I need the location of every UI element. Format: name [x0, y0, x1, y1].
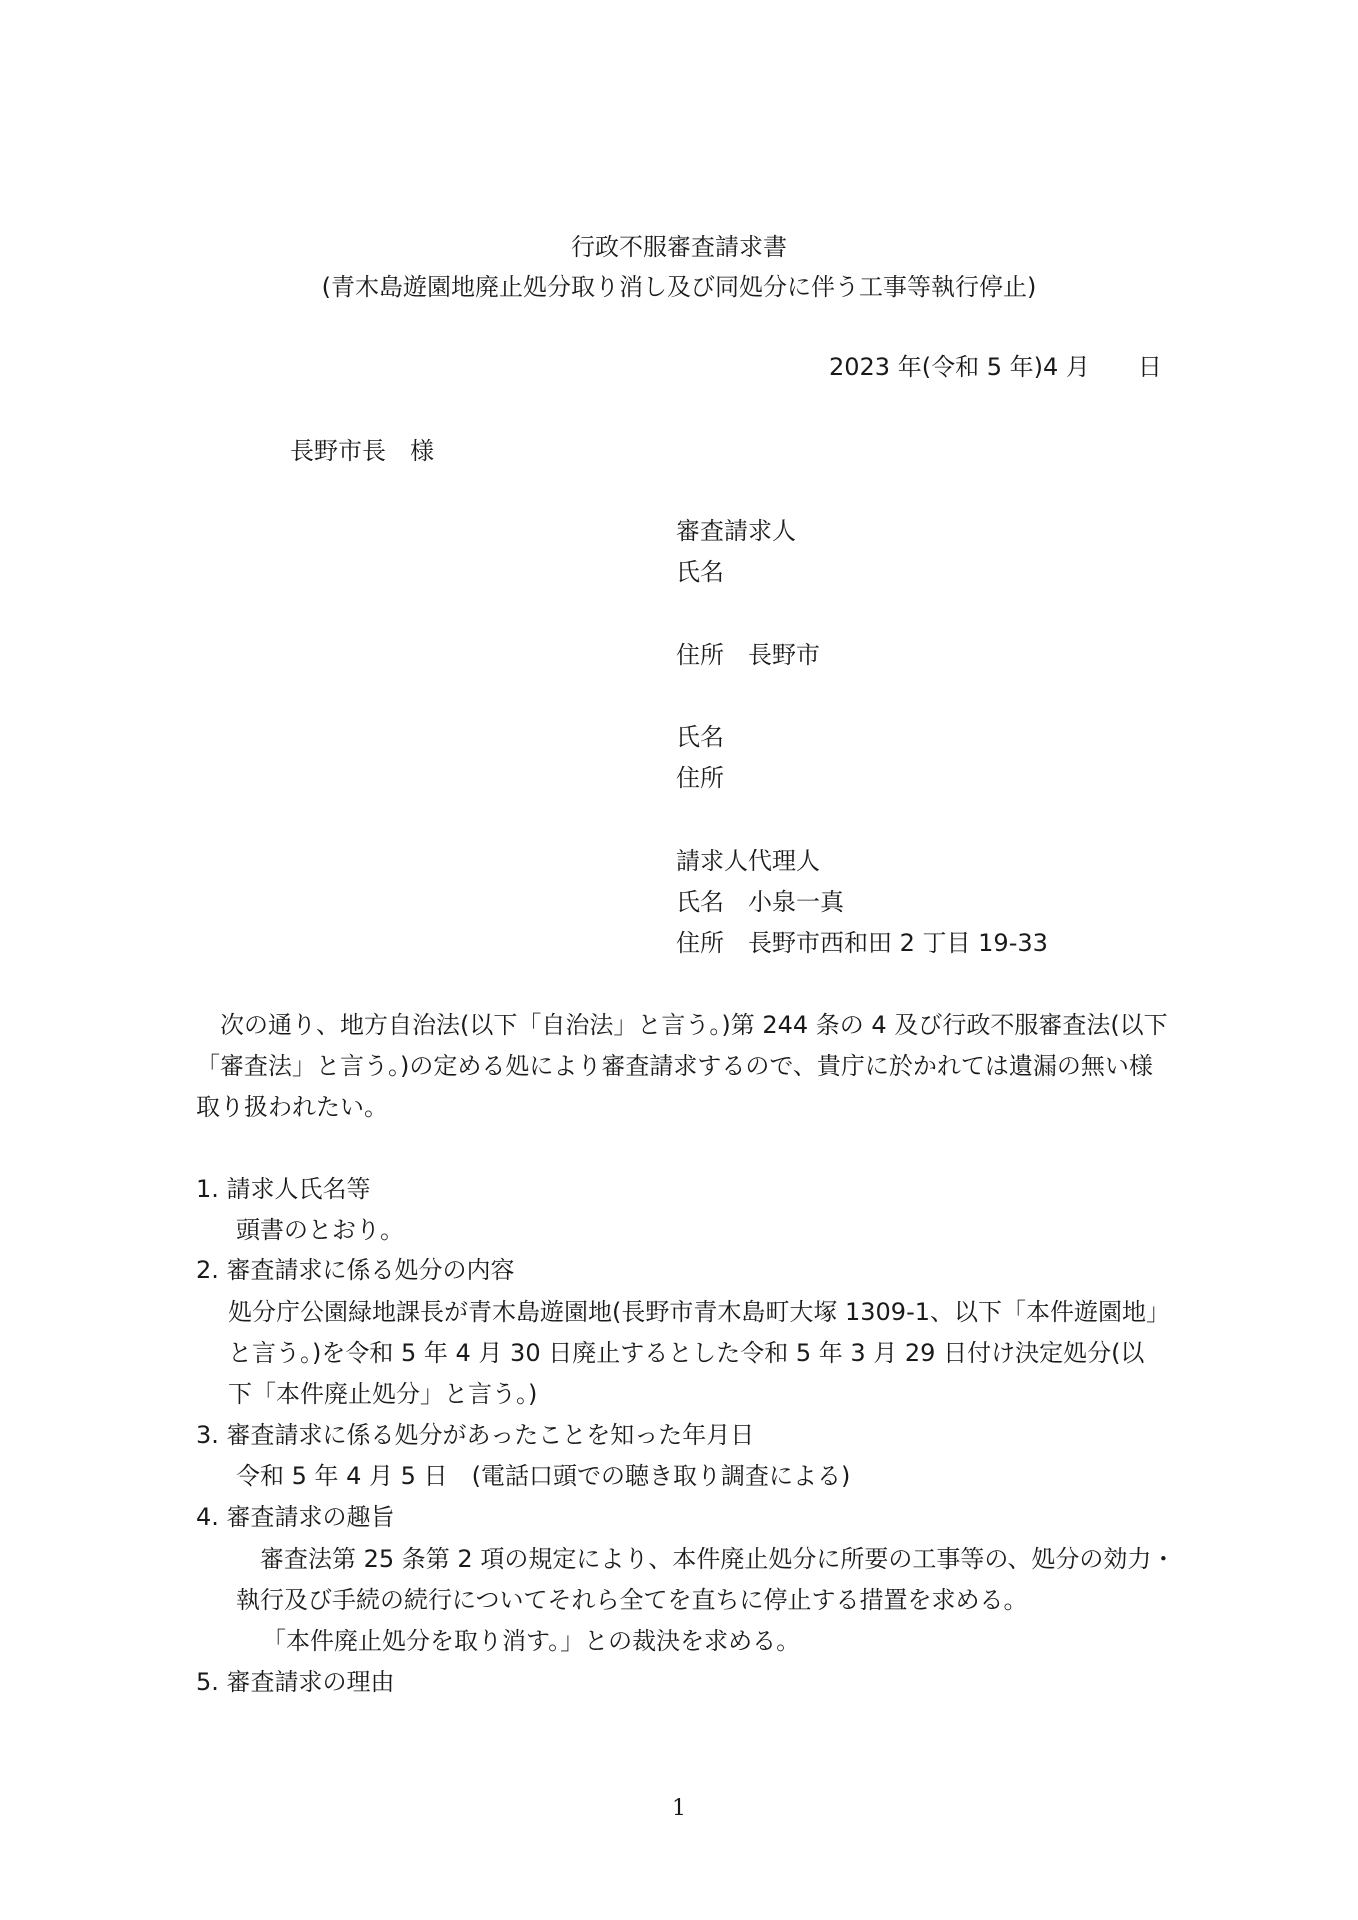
intro-line-1: 次の通り、地方自治法(以下「自治法」と言う。)第 244 条の 4 及び行政不服審査法(以下	[196, 1011, 1168, 1039]
section-4-line-1: 審査法第 25 条第 2 項の規定により、本件廃止処分に所要の工事等の、処分の効力・	[260, 1545, 1176, 1573]
section-2-line-3: 下「本件廃止処分」と言う。)	[228, 1380, 538, 1408]
section-3-heading: 3. 審査請求に係る処分があったことを知った年月日	[196, 1421, 755, 1449]
requester-1-name: 氏名	[676, 558, 724, 586]
section-1-heading: 1. 請求人氏名等	[196, 1175, 371, 1203]
section-2-line-2: と言う。)を令和 5 年 4 月 30 日廃止するとした令和 5 年 3 月 29 日付け決定処分(以	[228, 1339, 1145, 1367]
page-number: 1	[672, 1796, 686, 1821]
section-2-heading: 2. 審査請求に係る処分の内容	[196, 1256, 515, 1284]
section-5-heading: 5. 審査請求の理由	[196, 1668, 395, 1696]
addressee: 長野市長 様	[290, 437, 434, 465]
section-4-line-2: 執行及び手続の続行についてそれら全てを直ちに停止する措置を求める。	[236, 1586, 1028, 1614]
document-subtitle: (青木島遊園地廃止処分取り消し及び同処分に伴う工事等執行停止)	[321, 273, 1037, 301]
requester-1-address: 住所 長野市	[676, 641, 820, 669]
document-title: 行政不服審査請求書	[571, 233, 787, 261]
agent-heading: 請求人代理人	[676, 847, 820, 875]
section-4-line-3: 「本件廃止処分を取り消す。」との裁決を求める。	[262, 1627, 801, 1655]
requester-heading: 審査請求人	[676, 517, 796, 545]
section-1-body: 頭書のとおり。	[236, 1216, 404, 1244]
agent-address: 住所 長野市西和田 2 丁目 19-33	[676, 929, 1048, 957]
section-2-line-1: 処分庁公園緑地課長が青木島遊園地(長野市青木島町大塚 1309-1、以下「本件遊園地」	[228, 1298, 1170, 1326]
section-3-body: 令和 5 年 4 月 5 日 (電話口頭での聴き取り調査による)	[236, 1462, 851, 1490]
document-date: 2023 年(令和 5 年)4 月 日	[829, 353, 1162, 381]
requester-2-address: 住所	[676, 764, 724, 792]
section-4-heading: 4. 審査請求の趣旨	[196, 1503, 395, 1531]
requester-2-name: 氏名	[676, 723, 724, 751]
agent-name: 氏名 小泉一真	[676, 888, 844, 916]
intro-line-2: 「審査法」と言う。)の定める処により審査請求するので、貴庁に於かれては遺漏の無い様	[196, 1052, 1153, 1080]
intro-line-3: 取り扱われたい。	[196, 1093, 388, 1121]
